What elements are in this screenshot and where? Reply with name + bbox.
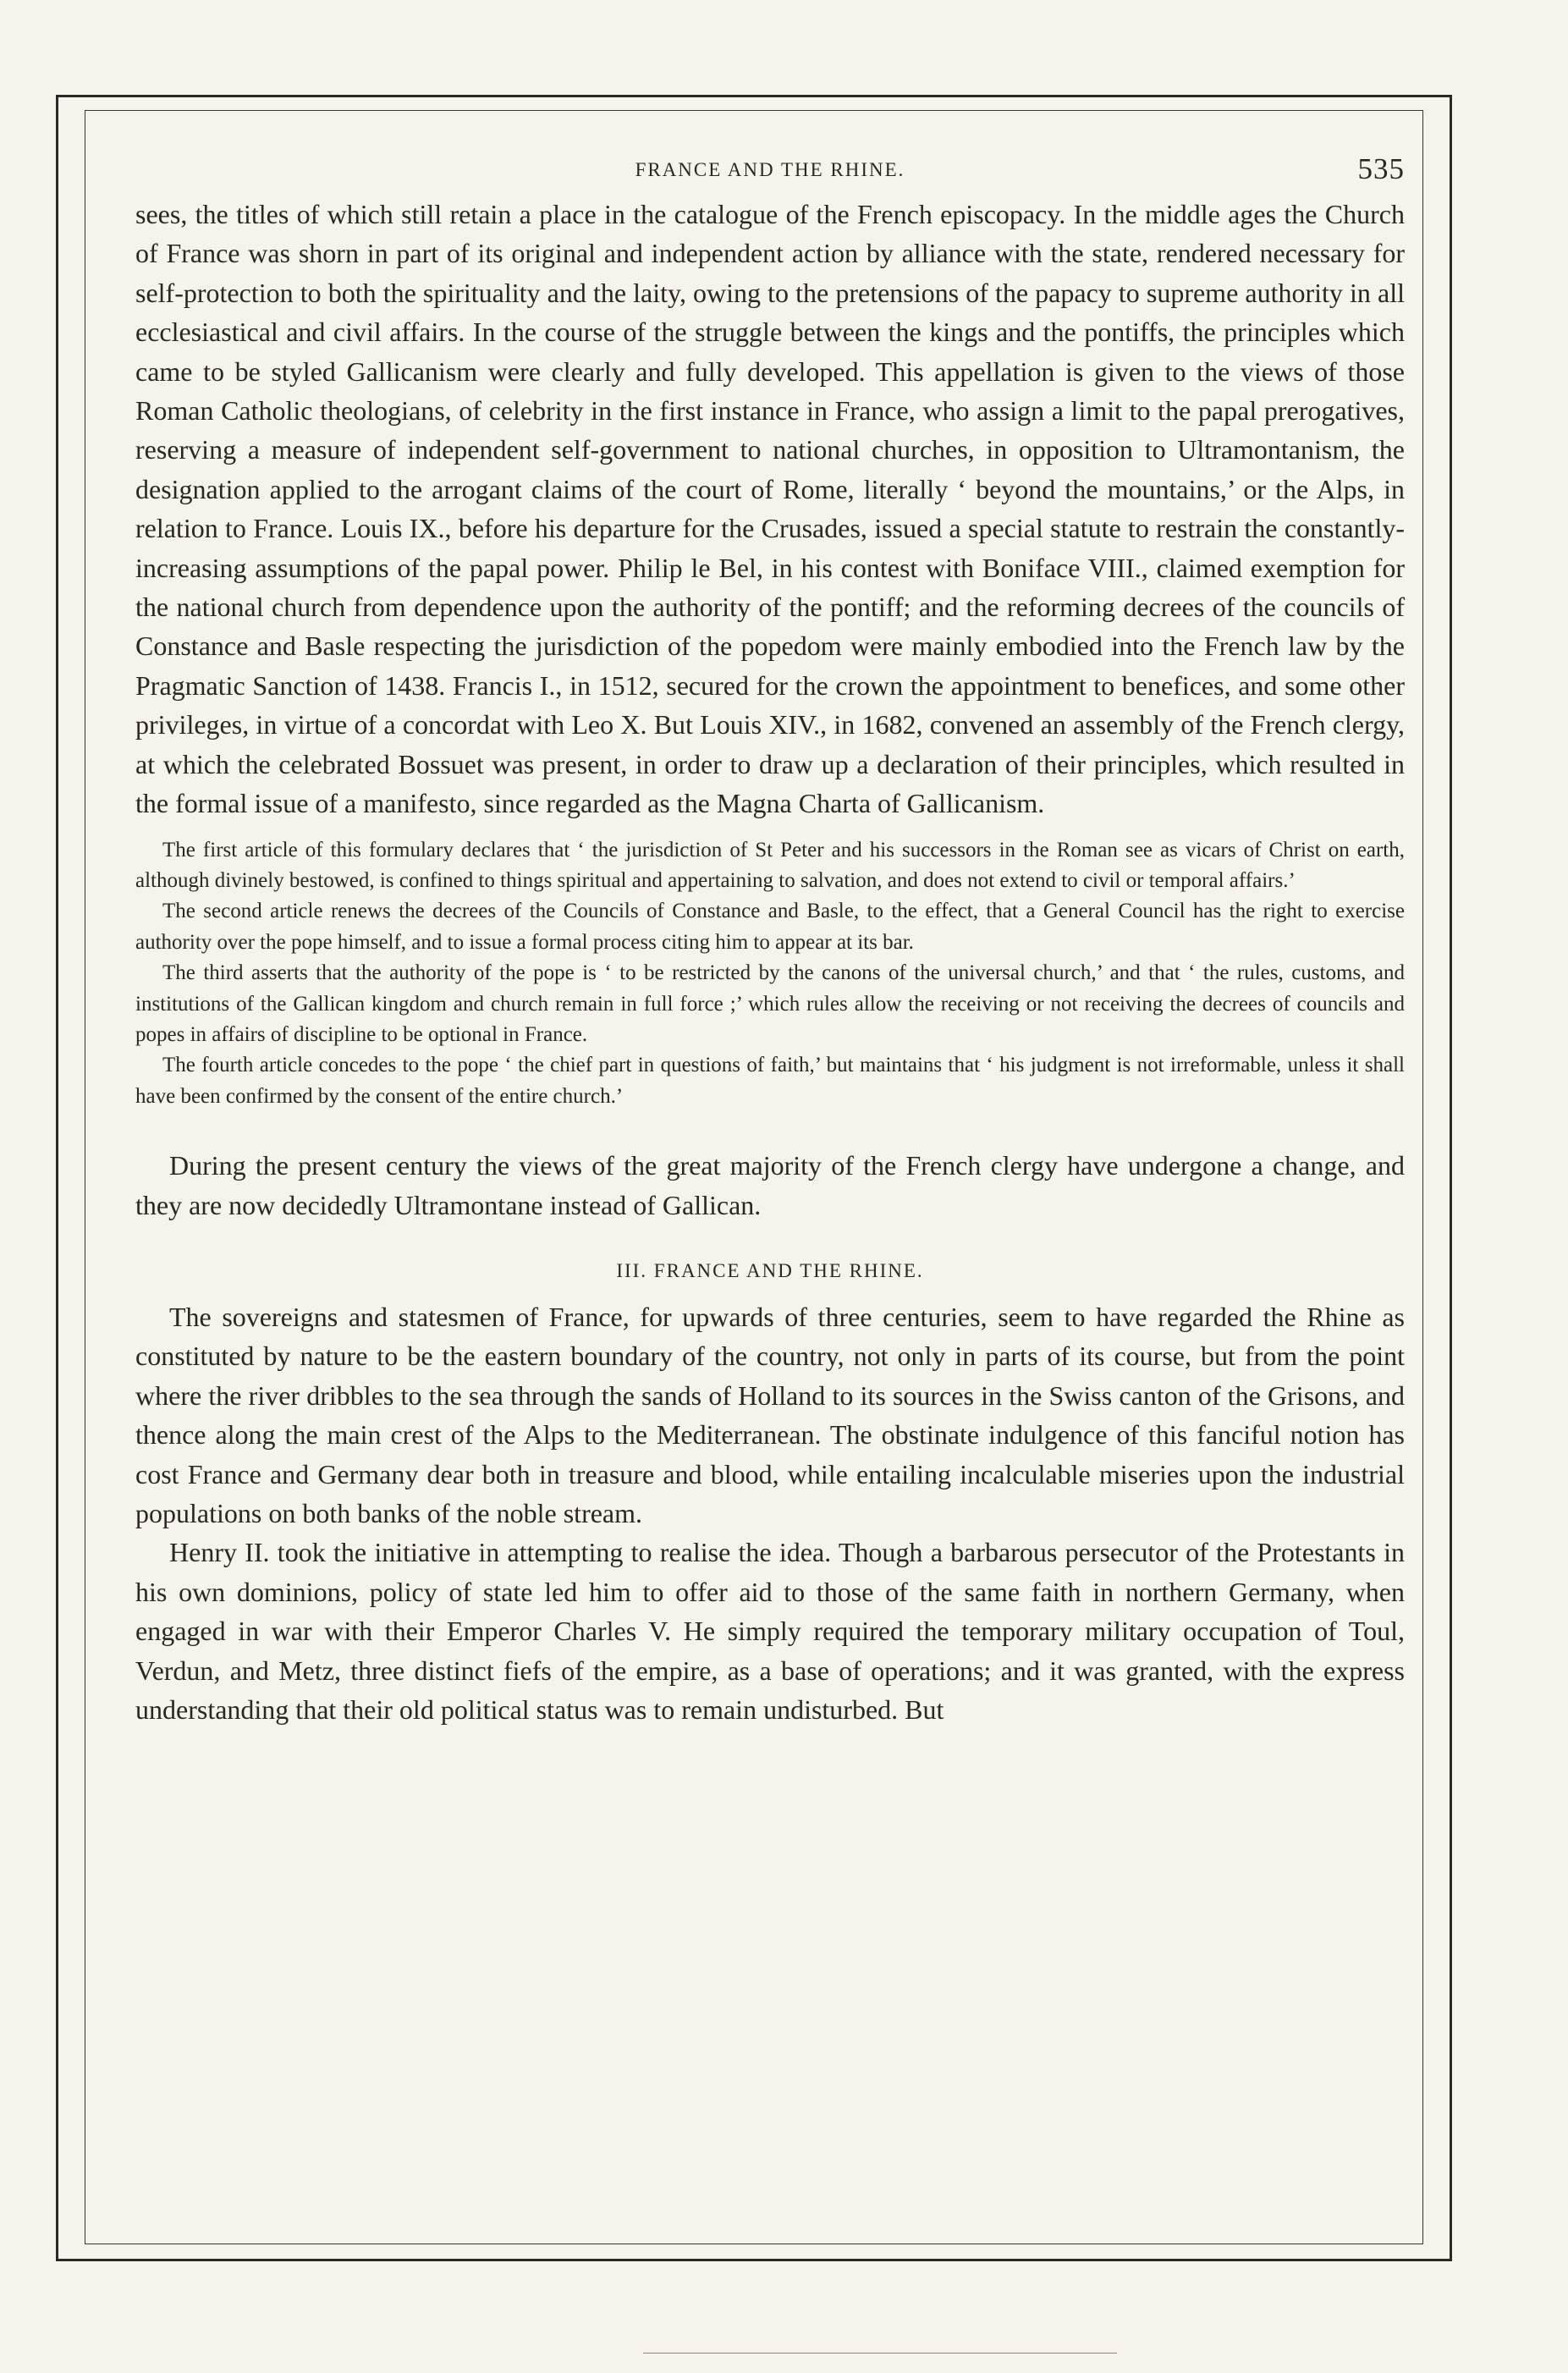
page-content: [135, 144, 1405, 1729]
page-number: 535: [1357, 152, 1405, 185]
running-head: [135, 144, 1405, 195]
paragraph-gallicanism: sees, the titles of which still retain a place in the catalogue of the French episcopacy. In the middle ages the Church of France was shorn in part of its original and independent action by alliance with the state, rendered necessary for self-protection to both the spirituality and the laity, owing to the pretensions of the papacy to supreme authority in all ecclesiastical and civil affairs. In the course of the struggle between the kings and the pontiffs, the principles which came to be styled Gallicanism were clearly and fully developed. This appellation is given to the views of those Roman Catholic theologians, of celebrity in the first instance in France, who assign a limit to the papal prerogatives, reserving a measure of independent self-government to national churches, in opposition to Ultramontanism, the designation applied to the arrogant claims of the court of Rome, literally ‘ beyond the mountains,’ or the Alps, in relation to France. Louis IX., before his departure for the Crusades, issued a special statute to restrain the constantly-increasing assumptions of the papal power. Philip le Bel, in his contest with Boniface VIII., claimed exemption for the national church from dependence upon the authority of the pontiff; and the reforming decrees of the councils of Constance and Basle respecting the jurisdiction of the popedom were mainly embodied into the French law by the Pragmatic Sanction of 1438. Francis I., in 1512, secured for the crown the appointment to benefices, and some other privileges, in virtue of a concordat with Leo X. But Louis XIV., in 1682, convened an assembly of the French clergy, at which the celebrated Bossuet was present, in order to draw up a declaration of their principles, which resulted in the formal issue of a manifesto, since regarded as the Magna Charta of Gallicanism.: [135, 199, 1405, 819]
note-second-article: The second article renews the decrees of the Councils of Constance and Basle, to the effect, that a General Council has the right to exercise authority over the pope himself, and to issue a formal process citing him to appear at its bar.: [135, 900, 1405, 954]
paragraph-present-century: During the present century the views of the great majority of the French clergy have undergone a change, and they are now decidedly Ultramontane instead of Gallican.: [135, 1150, 1405, 1220]
note-first-article: The first article of this formulary declares that ‘ the jurisdiction of St Peter and his successors in the Roman see as vicars of Christ on earth, although divinely bestowed, is confined to things spiritual and appertaining to salvation, and does not extend to civil or temporal affairs.’: [135, 838, 1405, 892]
paragraph-henry-ii: Henry II. took the initiative in attempting to realise the idea. Though a barbarous persecutor of the Protestants in his own dominions, policy of state led him to offer aid to those of the same faith in northern Germany, when engaged in war with their Emperor Charles V. He simply required the temporary military occupation of Toul, Verdun, and Metz, three distinct fiefs of the empire, as a base of operations; and it was granted, with the express understanding that their old political status was to remain undisturbed. But: [135, 1537, 1405, 1726]
section-heading: III. FRANCE AND THE RHINE.: [616, 1259, 924, 1281]
paragraph-rhine-boundary: The sovereigns and statesmen of France, for upwards of three centuries, seem to have regarded the Rhine as constituted by nature to be the eastern boundary of the country, not only in parts of its course, but from the point where the river dribbles to the sea through the sands of Holland to its sources in the Swiss canton of the Grisons, and thence along the main crest of the Alps to the Mediterranean. The obstinate indulgence of this fanciful notion has cost France and Germany dear both in treasure and blood, while entailing incalculable miseries upon the industrial populations on both banks of the noble stream.: [135, 1301, 1405, 1528]
note-third-article: The third asserts that the authority of the pope is ‘ to be restricted by the canons of the universal church,’ and that ‘ the rules, customs, and institutions of the Gallican kingdom and church remain in full force ;’ which rules allow the receiving or not receiving the decrees of councils and popes in affairs of discipline to be optional in France.: [135, 961, 1405, 1046]
bottom-rule: [643, 2353, 1117, 2354]
running-head-title: FRANCE AND THE RHINE.: [635, 159, 905, 180]
note-fourth-article: The fourth article concedes to the pope ‘ the chief part in questions of faith,’ but maintains that ‘ his judgment is not irreformable, unless it shall have been confirmed by the consent of the entire church.’: [135, 1054, 1405, 1108]
